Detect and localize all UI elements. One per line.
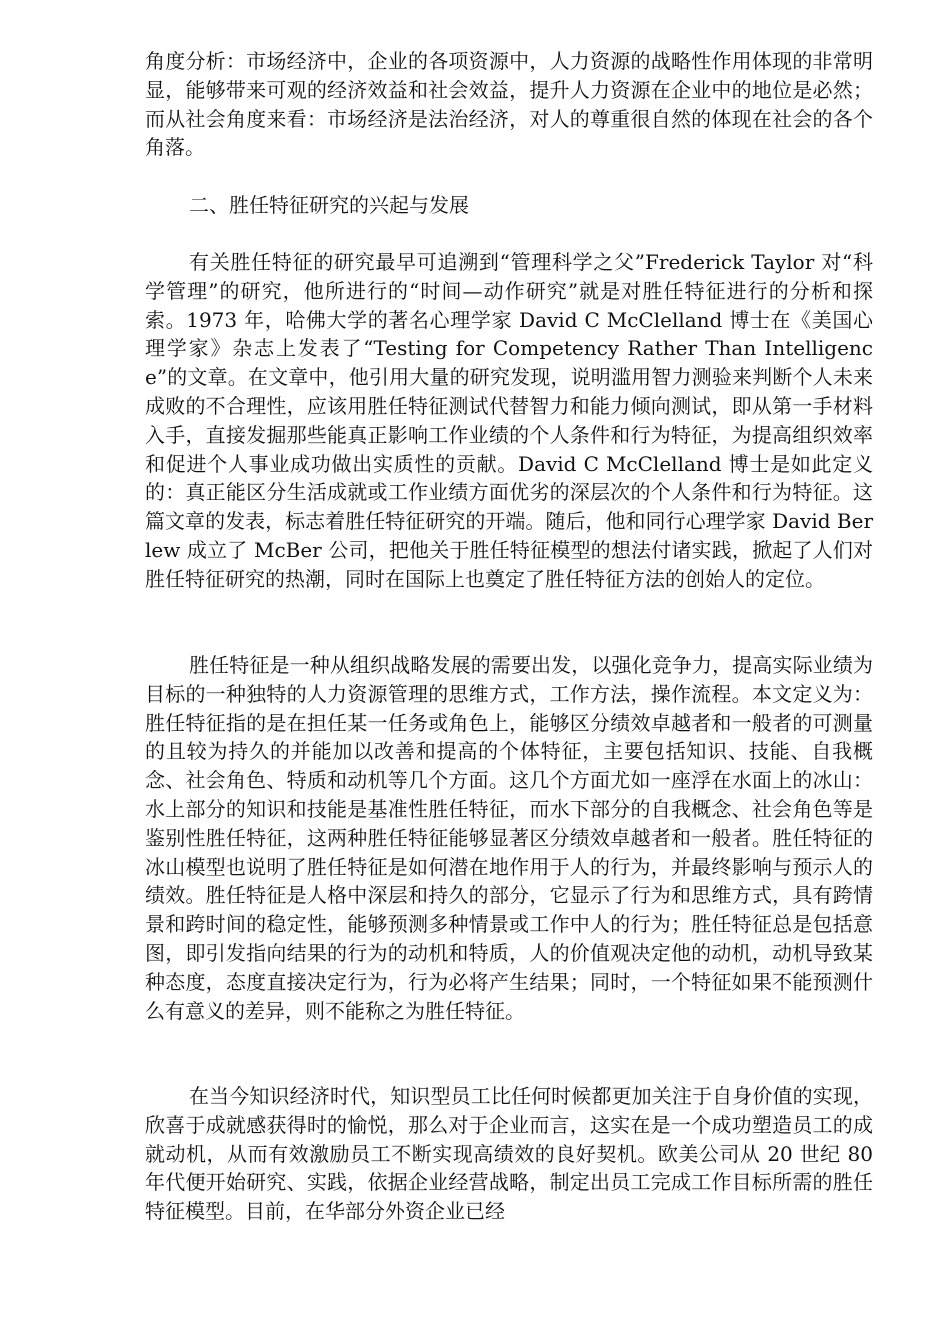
body-paragraph: 有关胜任特征的研究最早可追溯到“管理科学之父”Frederick Taylor 对“科学管理”的研究，他所进行的“时间—动作研究”就是对胜任特征进行的分析和探索。1973 年，哈佛大学的著名心理学家 David C McClelland 博士在《美国心理学家》杂志上发表了“Testing for Competency Rather Than Intelligence”的文章。在文章中，他引用大量的研究发现，说明滥用智力测验来判断个人未来成败的不合理性，应该用胜任特征测试代替智力和能力倾向测试，即从第一手材料入手，直接发掘那些能真正影响工作业绩的个人条件和行为特征，为提高组织效率和促进个人事业成功做出实质性的贡献。David C McClelland 博士是如此定义的：真正能区分生活成就或工作业绩方面优劣的深层次的个人条件和行为特征。这篇文章的发表，标志着胜任特征研究的开端。随后，他和同行心理学家 David Berlew 成立了 McBer 公司，把他关于胜任特征模型的想法付诸实践，掀起了人们对胜任特征研究的热潮，同时在国际上也奠定了胜任特征方法的创始人的定位。: [145, 250, 873, 591]
body-paragraph: 角度分析：市场经济中，企业的各项资源中，人力资源的战略性作用体现的非常明显，能够带来可观的经济效益和社会效益，提升人力资源在企业中的地位是必然；而从社会角度来看：市场经济是法治经济，对人的尊重很自然的体现在社会的各个角落。: [145, 49, 873, 160]
body-paragraph: 在当今知识经济时代，知识型员工比任何时候都更加关注于自身价值的实现，欣喜于成就感获得时的愉悦，那么对于企业而言，这实在是一个成功塑造员工的成就动机，从而有效激励员工不断实现高绩效的良好契机。欧美公司从 20 世纪 80 年代便开始研究、实践，依据企业经营战略，制定出员工完成工作目标所需的胜任特征模型。目前，在华部分外资企业已经: [145, 1084, 873, 1224]
body-paragraph: 胜任特征是一种从组织战略发展的需要出发，以强化竞争力，提高实际业绩为目标的一种独特的人力资源管理的思维方式，工作方法，操作流程。本文定义为：胜任特征指的是在担任某一任务或角色上，能够区分绩效卓越者和一般者的可测量的且较为持久的并能加以改善和提高的个体特征，主要包括知识、技能、自我概念、社会角色、特质和动机等几个方面。这几个方面尤如一座浮在水面上的冰山：水上部分的知识和技能是基准性胜任特征，而水下部分的自我概念、社会角色等是鉴别性胜任特征，这两种胜任特征能够显著区分绩效卓越者和一般者。胜任特征的冰山模型也说明了胜任特征是如何潜在地作用于人的行为，并最终影响与预示人的绩效。胜任特征是人格中深层和持久的部分，它显示了行为和思维方式，具有跨情景和跨时间的稳定性，能够预测多种情景或工作中人的行为；胜任特征总是包括意图，即引发指向结果的行为的动机和特质，人的价值观决定他的动机，动机导致某种态度，态度直接决定行为，行为必将产生结果；同时，一个特征如果不能预测什么有意义的差异，则不能称之为胜任特征。: [145, 653, 873, 1023]
section-heading: 二、胜任特征研究的兴起与发展: [189, 193, 469, 217]
